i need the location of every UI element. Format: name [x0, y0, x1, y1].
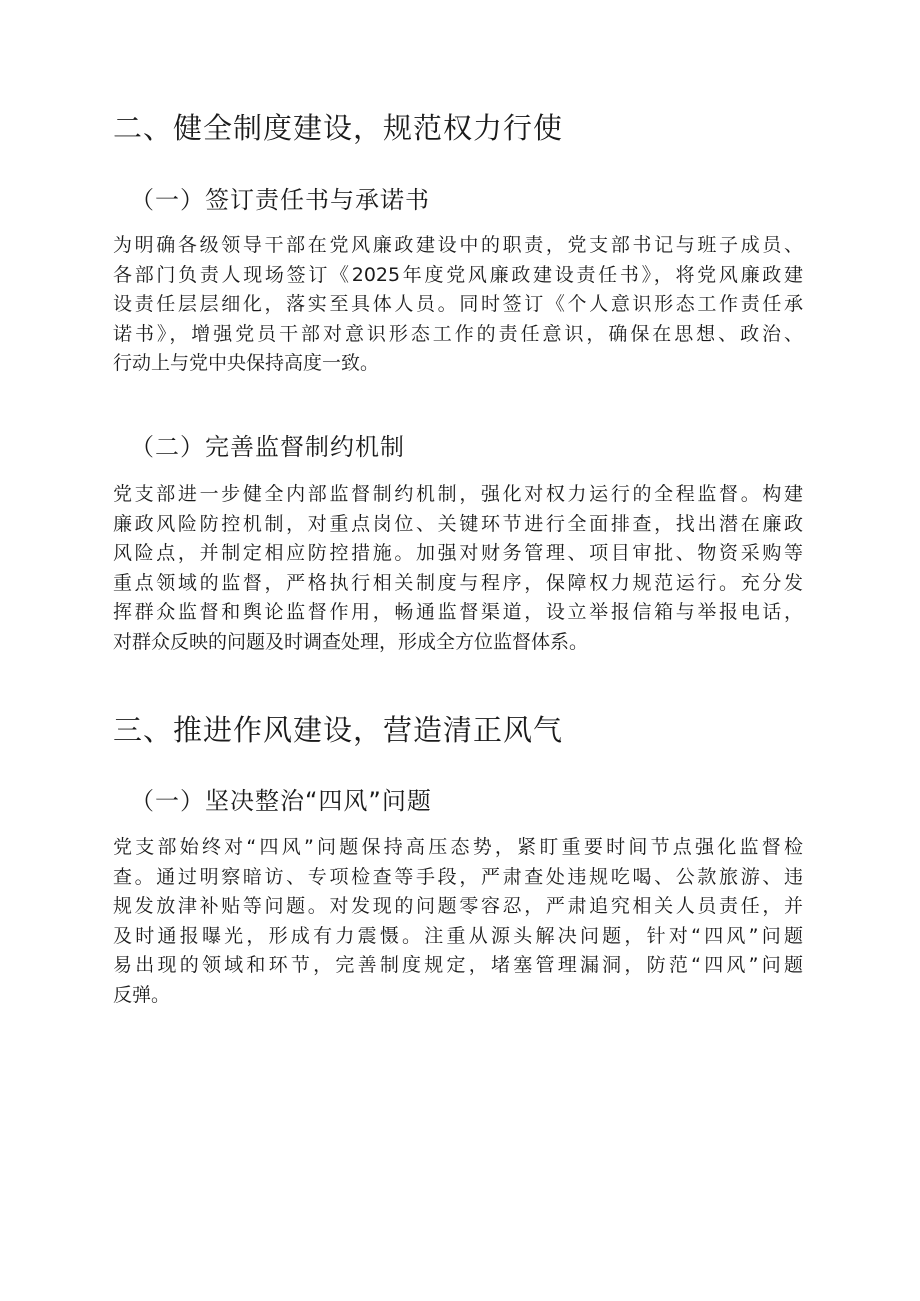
- paragraph-line: 党支部始终对“四风”问题保持高压态势，紧盯重要时间节点强化监督检: [113, 836, 803, 858]
- paragraph-line: 挥群众监督和舆论监督作用，畅通监督渠道，设立举报信箱与举报电话，: [113, 601, 803, 623]
- paragraph-line: 易出现的领域和环节，完善制度规定，堵塞管理漏洞，防范“四风”问题: [113, 954, 803, 976]
- paragraph-line: 重点领域的监督，严格执行相关制度与程序，保障权力规范运行。充分发: [113, 571, 803, 594]
- paragraph-line: 风险点，并制定相应防控措施。加强对财务管理、项目审批、物资采购等: [113, 542, 803, 564]
- subsection-heading-sign-responsibility: （一）签订责任书与承诺书: [130, 186, 430, 214]
- paragraph-line: 对群众反映的问题及时调查处理，形成全方位监督体系。: [113, 630, 589, 653]
- paragraph-line: 设责任层层细化，落实至具体人员。同时签订《个人意识形态工作责任承: [113, 293, 803, 315]
- paragraph-supervision: [113, 480, 803, 657]
- subsection-heading-supervision: （二）完善监督制约机制: [130, 433, 405, 461]
- subsection-heading-four-styles: （一）坚决整治“四风”问题: [130, 787, 432, 815]
- paragraph-line: 党支部进一步健全内部监督制约机制，强化对权力运行的全程监督。构建: [113, 483, 803, 505]
- paragraph-line: 为明确各级领导干部在党风廉政建设中的职责，党支部书记与班子成员、: [113, 234, 803, 256]
- section-heading-3: 三、推进作风建设，营造清正风气: [113, 713, 564, 747]
- paragraph-line: 廉政风险防控机制，对重点岗位、关键环节进行全面排查，找出潜在廉政: [113, 512, 803, 535]
- paragraph-line: 反弹。: [113, 983, 171, 1006]
- section-heading-2: 二、健全制度建设，规范权力行使: [113, 111, 564, 145]
- paragraph-line: 行动上与党中央保持高度一致。: [113, 352, 380, 374]
- paragraph-line: 诺书》，增强党员干部对意识形态工作的责任意识，确保在思想、政治、: [113, 322, 803, 345]
- paragraph-line: 各部门负责人现场签订《2025年度党风廉政建设责任书》，将党风廉政建: [113, 263, 803, 286]
- paragraph-four-styles: [113, 833, 803, 1010]
- paragraph-line: 规发放津补贴等问题。对发现的问题零容忍，严肃追究相关人员责任，并: [113, 895, 803, 917]
- paragraph-line: 查。通过明察暗访、专项检查等手段，严肃查处违规吃喝、公款旅游、违: [113, 865, 803, 888]
- paragraph-sign-responsibility: [113, 231, 803, 379]
- paragraph-line: 及时通报曝光，形成有力震慑。注重从源头解决问题，针对“四风”问题: [113, 924, 803, 947]
